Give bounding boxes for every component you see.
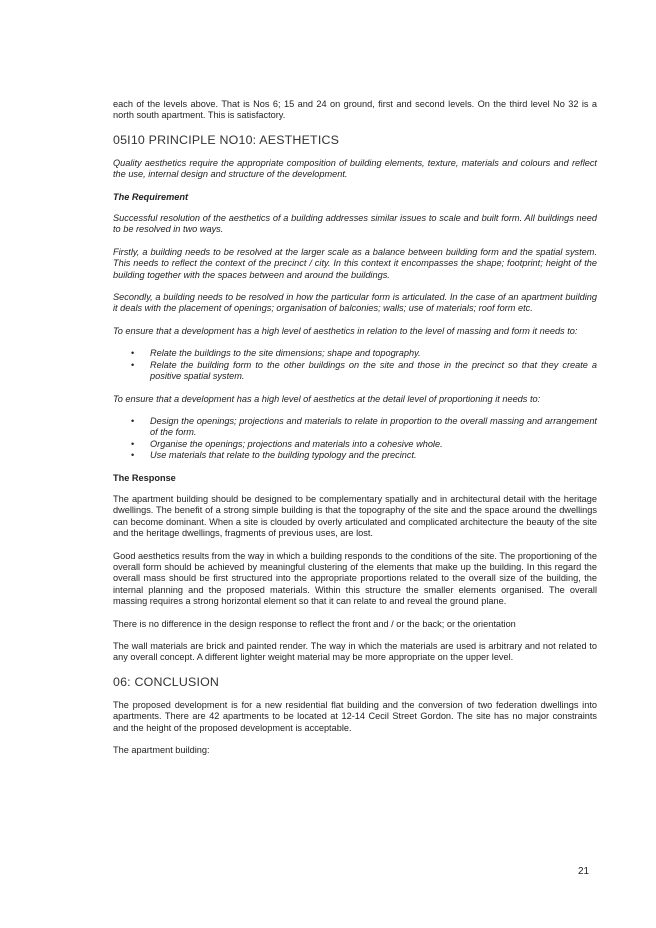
response-paragraph: There is no difference in the design response to reflect the front and / or the back; or the orientation [113,618,516,629]
requirement-paragraph: Successful resolution of the aesthetics of a building addresses similar issues to scale and built form. All buildings need to be resolved in two ways. [113,213,597,235]
requirement-paragraph: To ensure that a development has a high level of aesthetics in relation to the level of massing and form it needs to: [113,325,578,336]
conclusion-paragraph: The proposed development is for a new residential flat building and the conversion of two federation dwellings into apartments. There are 42 apartments to be located at 12-14 Cecil Street Gordon. The site has no major constraints and the height of the proposed development is acceptable. [113,699,597,733]
list-item: • Use materials that relate to the building typology and the precinct. [113,450,597,461]
intro-paragraph: each of the levels above. That is Nos 6; 15 and 24 on ground, first and second levels. On the third level No 32 is a north south apartment. This is satisfactory. [113,99,597,121]
requirement-paragraph: Firstly, a building needs to be resolved at the larger scale as a balance between building form and the spatial system. This needs to reflect the context of the precinct / city. In this context it encompasses the shape; footprint; height of the building together with the spaces between and around the buildings. [113,246,597,280]
list-item: • Design the openings; projections and materials to relate in proportion to the overall massing and arrangement of the form. [113,416,597,439]
conclusion-heading: 06: CONCLUSION [113,674,220,689]
response-paragraph: The wall materials are brick and painted render. The way in which the materials are used is arbitrary and not related to any overall concept. A different lighter weight material may be more appropriate on the upper level. [113,641,597,663]
page-number: 21 [578,866,590,877]
response-heading: The Response [113,472,176,483]
response-paragraph: Good aesthetics results from the way in which a building responds to the conditions of the site. The proportioning of the overall form should be achieved by meaningful clustering of the elements that make up the building. In this regard the overall mass should be first structured into the appropriate proportions related to the overall size of the building, the internal planning and the proposed materials. Within this structure the smaller elements organised. The overall massing requires a strong horizontal element so that it can relate to and reveal the ground plane. [113,550,597,607]
aesthetics-lead: Quality aesthetics require the appropriate composition of building elements, texture, materials and colours and reflect the use, internal design and structure of the development. [113,157,597,180]
conclusion-paragraph: The apartment building: [113,745,210,756]
list-item: • Relate the building form to the other buildings on the site and those in the precinct so that they create a positive spatial system. [113,360,597,383]
page-content [113,99,597,767]
aesthetics-heading: 05I10 PRINCIPLE NO10: AESTHETICS [113,132,340,147]
response-paragraph: The apartment building should be designed to be complementary spatially and in architectural detail with the heritage dwellings. The benefit of a strong simple building is that the topography of the site and the space around the dwellings can become dominant. When a site is clouded by overly articulated and complicated architecture the beauty of the site and the heritage dwellings, fragments of previous uses, are lost. [113,493,597,539]
list-item: • Organise the openings; projections and materials into a cohesive whole. [113,439,597,450]
requirement-paragraph: Secondly, a building needs to be resolved in how the particular form is articulated. In the case of an apartment building it deals with the placement of openings; organisation of balconies; walls; use of materials; roof form etc. [113,292,597,314]
list-item: • Relate the buildings to the site dimensions; shape and topography. [113,348,597,359]
requirement-paragraph: To ensure that a development has a high level of aesthetics at the detail level of proportioning it needs to: [113,393,541,404]
requirement-heading: The Requirement [113,191,189,202]
massing-list [113,348,597,382]
detail-list [113,416,597,462]
